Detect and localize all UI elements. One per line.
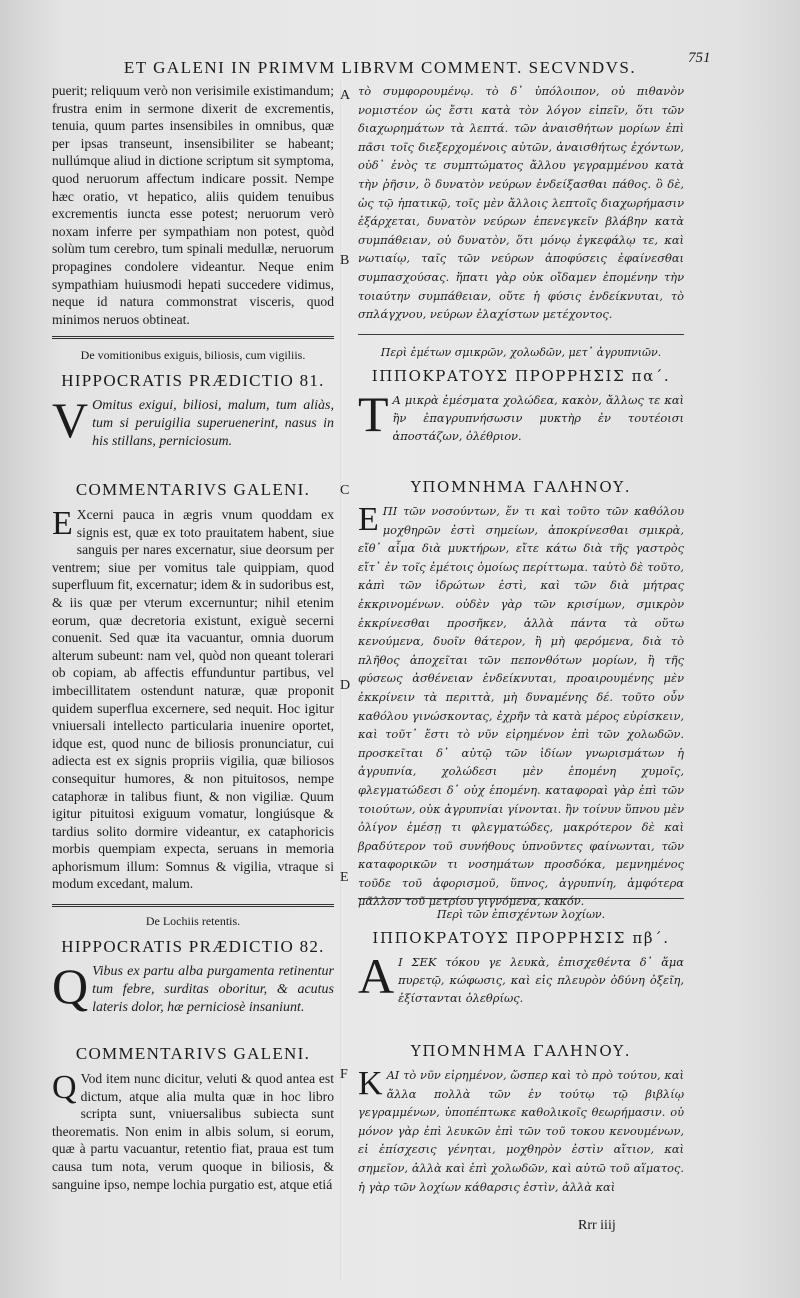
section-rule: [52, 336, 334, 339]
margin-letter-b: B: [340, 253, 350, 268]
latin-comm-body-81: [52, 506, 334, 893]
greek-comm-body-81: [358, 502, 684, 911]
left-sec81-head: [52, 348, 334, 474]
running-head: ET GALENI IN PRIMVM LIBRVM COMMENT. SECVNDVS.: [123, 58, 637, 77]
latin-aphorism-82: [52, 958, 334, 1017]
left-sec82-head: [52, 914, 334, 1044]
right-sec81-commentary: [358, 478, 684, 909]
greek-comm-body-82: [358, 1066, 684, 1196]
margin-letter-c: C: [340, 483, 350, 498]
greek-subtitle-81: Περὶ ἐμέτων σμικρῶν, χολωδῶν, μετ᾽ ἀγρυπνιῶν.: [380, 346, 662, 359]
dropcap: Ε: [358, 501, 379, 538]
commentary-text: ΠΙ τῶν νοσούντων, ἕν τι καὶ τοῦτο τῶν καθόλου μοχθηρῶν ἐστὶ σημείων, ἀποκρίνεσθαι σμικρὰ, εἴθ᾽ αἷμα διὰ μυκτήρων, εἴτε κάτω διὰ τῆς γαστρὸς εἴτ᾽ ἐν τοῖς ἐμέτοις ὁμοίως περίττωμα. ταὐτὸ δὲ τοῦτο, κἀπὶ τῶν ἱδρώτων ἐστὶ, καὶ τῶν διὰ μήτρας ἐκκρινομένων. οὐδὲν γὰρ τῶν κρισίμων, σμικρὸν ἐκκρίνεσθαι προσῆκεν, ἀλλὰ πάντα τὰ οὕτω κενούμενα, δυοῖν θάτερον, ἢ μὴ φερόμενα, διὰ τὸ πλῆθος ἀποχεῖται τῶν πεπονθότων μορίων, ἢ τῆς φύσεως ἀσθένειαν ἐνδείκνυται, προαιρουμένης μὲν ἐκκρίνειν τὰ περιττὰ, μὴ δυναμένης δέ. τοῦτο οὖν καθόλου γινώσκοντας, ἐχρῆν τὰ κατὰ μέρος εὑρίσκειν, καὶ τοῦτ᾽ ἔστι τὸ νῦν εἰρημένον ἐπὶ τῶν χολωδῶν. προσκεῖται δ᾽ αὐτῷ τῶν ἰδίων γνωρισμάτων ἡ ἀγρυπνία, χολώδεσι μὲν ἑπομένη χυμοῖς, φλεγματώδεσι δ᾽ οὐχ ἑπομένη. καταφοραὶ γὰρ ἐπὶ τῶν τοιούτων, οὐκ ἀγρυπνίαι γίνονται. ἢν τοίνυν ὕπνου μὲν ὀλίγον ἐμέσῃ τι φλεγματώδες, μακρότερον δὲ καὶ βραδύτερον τοῦ συνήθους ὑπνοῦντες φαίνωνται, τῶν καταφορικῶν τι νοσημάτων προσδόκα, μεμνημένος τοῦδε τοῦ ἀφορισμοῦ, ὕπνος, ἀγρυπνίη, ἀμφότερα μᾶλλον τοῦ μετρίου γιγνόμενα, κακόν.: [358, 504, 684, 909]
margin-letter-f: F: [340, 1067, 348, 1082]
greek-title-82: ΙΠΠΟΚΡΑΤΟΥΣ ΠΡΟΡΡΗΣΙΣ πβ΄.: [372, 929, 670, 947]
dropcap: Κ: [358, 1065, 383, 1102]
latin-comm-title-81: COMMENTARIVS GALENI.: [75, 480, 311, 499]
section-rule: [358, 334, 684, 335]
latin-subtitle-81: De vomitionibus exiguis, biliosis, cum vigiliis.: [80, 348, 306, 362]
latin-aphorism-81: [52, 392, 334, 451]
right-intro: [358, 82, 684, 328]
dropcap: E: [52, 505, 73, 542]
commentary-text: ΑΙ τὸ νῦν εἰρημένον, ὥσπερ καὶ τὸ πρὸ τούτου, καὶ ἄλλα πολλὰ τῶν ἐν τούτῳ τῷ βιβλίῳ γεγραμμένων, ὑποπέπτωκε καθολικοῖς θεωρήμασιν. οὐ μόνον γὰρ ἐπὶ λευκῶν ἐπὶ τῶν τοῦ τοκου κενουμένων, εἰ ἐπίσχεσις γένηται, μοχθηρὸν ἐστὶν αἴτιον, καὶ σημεῖον, ἀλλὰ καὶ ἐπὶ χολωδῶν, καὶ αὐτῶ τοῦ αἵματος. ἡ γὰρ τῶν λοχίων κάθαρσις ἐστὶν, ἀλλὰ καὶ: [358, 1068, 684, 1194]
aphorism-text: Omitus exigui, biliosi, malum, tum aliàs, tum si peruigilia superuenerint, nasus in his stillans, perniciosum.: [92, 398, 334, 449]
latin-title-81: HIPPOCRATIS PRÆDICTIO 81.: [61, 371, 325, 390]
greek-title-81: ΙΠΠΟΚΡΑΤΟΥΣ ΠΡΟΡΡΗΣΙΣ πα΄.: [371, 367, 671, 385]
greek-comm-title-82: ΥΠΟΜΝΗΜΑ ΓΑΛΗΝΟΥ.: [410, 1042, 632, 1060]
dropcap: Τ: [358, 386, 389, 442]
section-rule: [52, 904, 334, 907]
aphorism-text: Vibus ex partu alba purgamenta retinentur tum febre, surditas oboritur, & acutus lateris dolor, hæ perniciosè insaniunt.: [92, 964, 334, 1015]
margin-letter-a: A: [340, 88, 351, 103]
latin-comm-body-82: [52, 1070, 334, 1193]
commentary-text: Xcerni pauca in ægris vnum quoddam ex signis est, quæ ex toto prauitatem habent, siue sanguis per nares excernatur, siue deorsum per ventrem; siue per vomitus tale quippiam, quod superfluum fit, excernatur; idem & in sudoribus est, & iis quæ per vterum excernuntur; nihil etenim eorum, quæ decretoria existunt, exiguè secerni conuenit. Sed quæ ita vacuantur, omnia duorum alterum subeunt: nam vel, quòd non queant tolerari ob copiam, ab affectis effunduntur partibus, vel imbecillitatem ostendunt naturæ, quæ proponit quidem superflua excernere, sed nequit. Hoc igitur vniuersali intellecto particularia inuenire oportet, idque est, quod nunc de biliosis pronunciatur, cui adiecta est ex signis propriis vigilia, quæ biliosos consequitur humores, & non pituitosos, nempe cataphoræ in talibus fiunt, & non vigiliæ. Quum igitur pituitosi exiguum vomatur, longiúsque & tardius solito dormire videantur, ex cataphoricis morbis quempiam expecta, seruans in memoria aphorismum illum: Somnus & vigilia, vtraque si modum excedant, malum.: [52, 507, 335, 892]
greek-aphorism-81: [358, 386, 684, 445]
left-sec81-commentary: [52, 480, 334, 898]
margin-letter-e: E: [340, 870, 349, 885]
aphorism-text: Α μικρὰ ἐμέσματα χολώδεα, κακὸν, ἄλλως τε καὶ ἢν ἐπαγρυπνήσωσιν μυκτὴρ ἐν τουτέοισι ἀποστάζων, ὀλέθριον.: [392, 393, 684, 443]
margin-letter-d: D: [340, 678, 351, 693]
printer-signature: Rrr iiij: [578, 1218, 616, 1233]
greek-aphorism-82: [358, 948, 684, 1007]
left-intro: [52, 82, 334, 328]
page-number: 751: [688, 50, 711, 66]
right-sec82-head: [358, 908, 684, 1036]
right-sec81-head: [358, 346, 684, 474]
section-rule: [358, 898, 684, 899]
dropcap: Q: [52, 1069, 77, 1106]
aphorism-text: Ι ΣΕΚ τόκου γε λευκὰ, ἐπισχεθέντα δ᾽ ἅμα πυρετῷ, κώφωσις, καὶ εἰς πλευρὸν ὀδύνη ὀξεῖη, ἐξίστανται ὀλεθρίως.: [398, 955, 684, 1005]
dropcap: V: [52, 392, 89, 448]
greek-comm-title-81: ΥΠΟΜΝΗΜΑ ΓΑΛΗΝΟΥ.: [410, 478, 632, 496]
dropcap: Q: [52, 958, 89, 1014]
latin-subtitle-82: De Lochiis retentis.: [145, 914, 241, 928]
dropcap: Α: [358, 948, 395, 1004]
commentary-text: Vod item nunc dicitur, veluti & quod antea est dictum, atque alia multa quæ in hoc libro scripta sunt, vniuersalibus subiecta sunt theorematis. Non enim in albis solum, si eorum, quæ à partu vacuantur, retentio fiat, praua est tum causa tum nota, verum quoque in biliosis, & sanguine ipso, nempe lochia purgatio est, atque etiá: [52, 1071, 334, 1192]
greek-intro-text: τὸ συμφορουμένῳ. τὸ δ᾽ ὑπόλοιπον, οὐ πιθανὸν νομιστέον ὡς ἔστι κατὰ τὸν λόγον εἰπεῖν, ὅτι τῶν διαχωρημάτων τὰ λεπτά. τῶν ἀναισθήτων μορίων ἐπὶ πᾶσι τοῖς διεξερχομένοις αὐτῶν, ἀναισθήτως ἐχόντων, οὐδ᾽ ἑνὸς τε συμπτώματος ἄλλου γεγραμμένου κατὰ τὴν ῥῆσιν, ὃ δυνατὸν νεύρων ἐνδείξασθαι πάθος. ὃ δὲ, ὡς τῷ ἡπατικῷ, τοῖς μὲν ἄλλοις λεπτοῖς διαχωρήμασιν ἐξάρχεται, δυνατὸν νεύρων ἐπενεγκεῖν βλάβην κατὰ συμπάθειαν, οὐ δυνατὸν, ὅτι μόνῳ ἐγκεφάλῳ τε, καὶ νωτιαίῳ, ταῖς τῶν νεύρων ἀποφύσεις ἐφαίνεσθαι συμπασχούσας. ἥπατι γὰρ οὐκ οἴδαμεν ἐπομένην τὴν τοιαύτην συμπάθειαν, οὔτε ἡ φύσις ἐνδείκνυται, τὸ σπλάγχνου, νεύρων ἐλαχίστων μετέχοντος.: [358, 84, 684, 322]
latin-comm-title-82: COMMENTARIVS GALENI.: [75, 1044, 311, 1063]
right-sec82-commentary: [358, 1042, 684, 1210]
left-sec82-commentary: [52, 1044, 334, 1216]
greek-subtitle-82: Περὶ τῶν ἐπισχέντων λοχίων.: [436, 908, 606, 921]
latin-title-82: HIPPOCRATIS PRÆDICTIO 82.: [61, 937, 325, 956]
latin-intro-text: puerit; reliquum verò non verisimile existimandum; frustra enim in sermone dixerit de excrementis, tenuia, quum partes insensibiles in omnibus, quæ per ipsas transeunt, insensibiliter se habeant; nullúmque aliud in dictione scriptum sit symptoma, quod neruorum affectum indicare possit. Nempe hæc oratio, vt hepatico, aliis quidem tenuibus excrementis iuncta esse potest; neruorum verò noxam inferre per sympathiam non potest, quòd solùm tum cerebro, tum spinali medullæ, neruorum propagines condolere videantur. Neque enim sympathiam huiusmodi hepati succedere vidimus, neque id natura commonstrat visceris, quod minimos neruos obtineat.: [52, 83, 334, 327]
